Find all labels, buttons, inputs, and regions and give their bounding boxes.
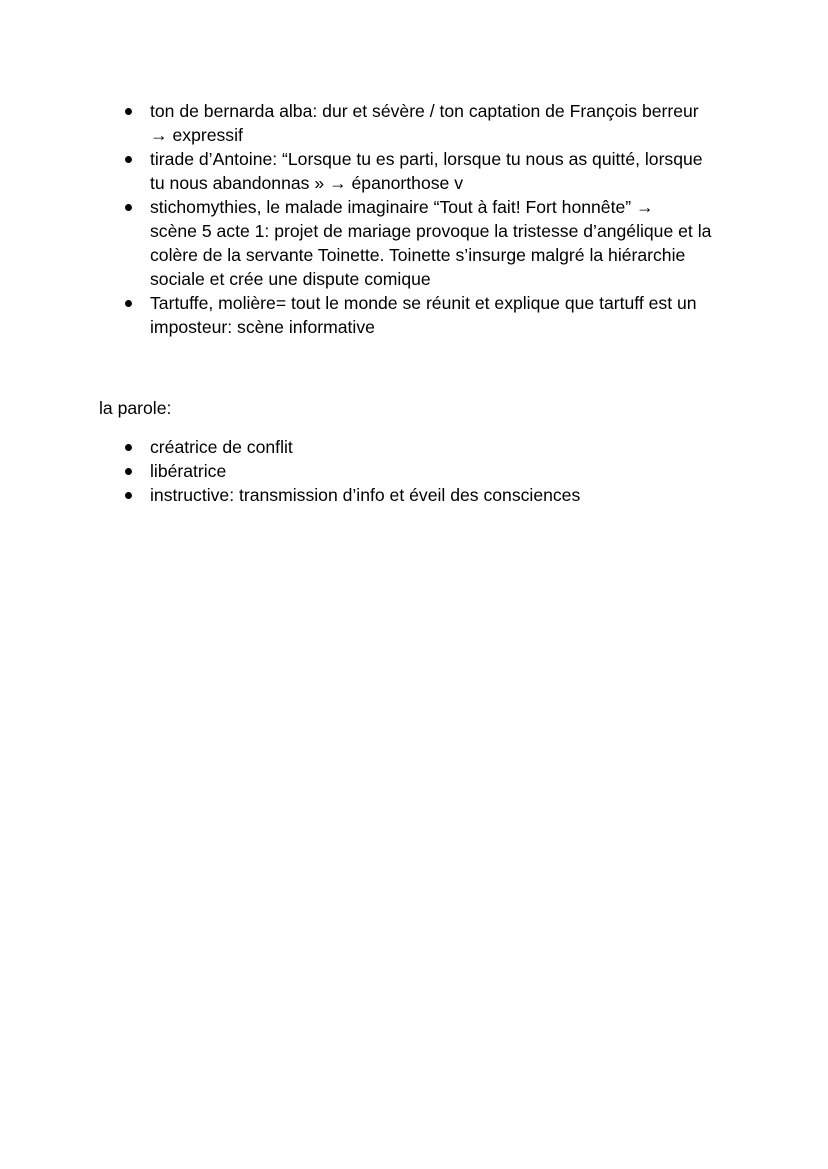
list-item-line: tu nous abandonnas » → épanorthose v <box>150 173 464 193</box>
bullet-icon <box>125 204 132 211</box>
list-item-line: sociale et crée une dispute comique <box>150 269 431 289</box>
list-item <box>122 147 742 195</box>
parole-list <box>122 435 742 507</box>
bullet-icon <box>125 108 132 115</box>
list-item-line: créatrice de conflit <box>150 437 293 457</box>
list-item <box>122 435 742 459</box>
list-item-line: ton de bernarda alba: dur et sévère / ton captation de François berreur <box>150 101 699 121</box>
list-item-line: colère de la servante Toinette. Toinette s’insurge malgré la hiérarchie <box>150 245 686 265</box>
bullet-icon <box>125 300 132 307</box>
list-item-line: imposteur: scène informative <box>150 317 375 337</box>
bullet-icon <box>125 444 132 451</box>
list-item-line: stichomythies, le malade imaginaire “Tout à fait! Fort honnête” → <box>150 197 654 217</box>
list-item-line: Tartuffe, molière= tout le monde se réunit et explique que tartuff est un <box>150 293 697 313</box>
bullet-icon <box>125 468 132 475</box>
notes-list <box>122 99 742 339</box>
list-item <box>122 99 742 147</box>
list-item-line: → expressif <box>150 125 243 145</box>
list-item <box>122 291 742 339</box>
list-item-line: scène 5 acte 1: projet de mariage provoque la tristesse d’angélique et la <box>150 221 712 241</box>
bullet-icon <box>125 156 132 163</box>
list-item-line: libératrice <box>150 461 227 481</box>
list-item-line: instructive: transmission d’info et éveil des consciences <box>150 485 581 505</box>
section-heading: la parole: <box>99 398 172 418</box>
list-item-line: tirade d’Antoine: “Lorsque tu es parti, lorsque tu nous as quitté, lorsque <box>150 149 703 169</box>
bullet-icon <box>125 492 132 499</box>
list-item <box>122 195 742 291</box>
list-item <box>122 459 742 483</box>
list-item <box>122 483 742 507</box>
